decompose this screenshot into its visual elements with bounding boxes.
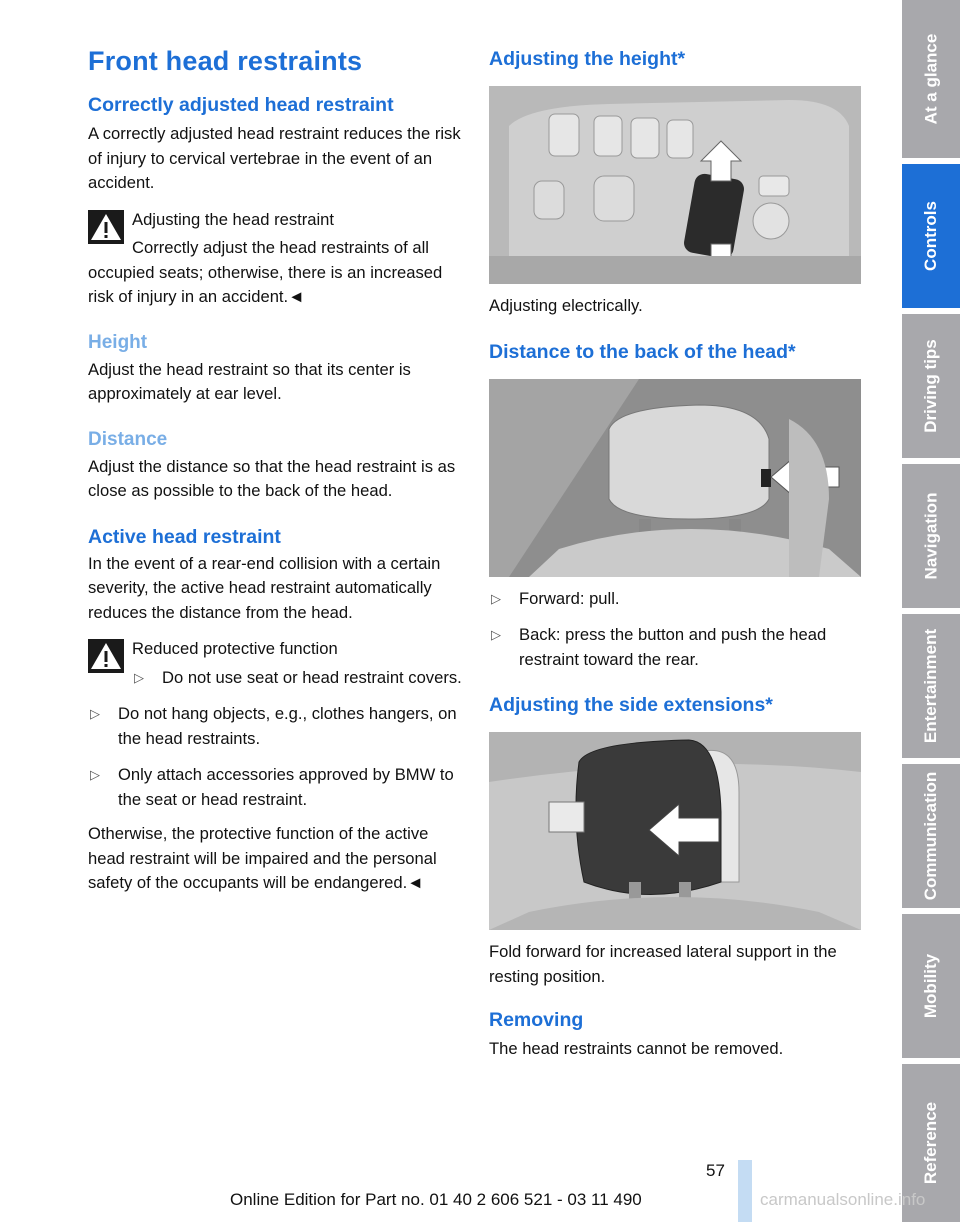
removing-text: The head restraints cannot be removed. bbox=[489, 1039, 784, 1058]
side-caption: Fold forward for increased lateral support in the resting position. bbox=[489, 942, 837, 986]
seat-controls-image bbox=[489, 86, 861, 284]
list-item: ▷ Do not use seat or head restraint covers. bbox=[132, 666, 462, 691]
distance-adjust-heading: Distance to the back of the head* bbox=[489, 340, 796, 363]
list-item: ▷ Forward: pull. bbox=[489, 587, 861, 612]
height-caption: Adjusting electrically. bbox=[489, 296, 643, 315]
triangle-bullet-icon: ▷ bbox=[90, 767, 100, 782]
watermark: carmanualsonline.info bbox=[760, 1190, 926, 1209]
tab-entertainment[interactable]: Entertainment bbox=[902, 614, 960, 758]
warning-block-1 bbox=[88, 208, 462, 310]
edition-footer: Online Edition for Part no. 01 40 2 606 521 - 03 11 490 bbox=[230, 1190, 642, 1209]
tab-reference[interactable]: Reference bbox=[902, 1064, 960, 1222]
tab-mobility[interactable]: Mobility bbox=[902, 914, 960, 1058]
height-adjust-heading: Adjusting the height* bbox=[489, 48, 686, 70]
triangle-bullet-icon: ▷ bbox=[491, 627, 501, 642]
list-item: ▷ Only attach accessories approved by BMW to the seat or head restraint. bbox=[90, 765, 454, 809]
correct-heading: Correctly adjusted head restraint bbox=[88, 94, 394, 116]
tab-driving-tips[interactable]: Driving tips bbox=[902, 314, 960, 458]
tab-navigation[interactable]: Navigation bbox=[902, 464, 960, 608]
warning-2-list bbox=[132, 666, 462, 691]
page-title: Front head restraints bbox=[88, 46, 363, 76]
right-column bbox=[489, 44, 861, 1062]
triangle-bullet-icon: ▷ bbox=[134, 669, 144, 685]
triangle-bullet-icon: ▷ bbox=[491, 590, 501, 606]
warning-1-text: Correctly adjust the head restraints of all occupied seats; otherwise, there is an increased risk of injury in an accident.◄ bbox=[88, 238, 443, 306]
distance-text: Adjust the distance so that the head restraint is as close as possible to the back of the head. bbox=[88, 456, 456, 500]
headrest-distance-image bbox=[489, 379, 861, 577]
closing-text: Otherwise, the protective function of the active head restraint will be impaired and the personal safety of the occupants will be endangered.◄ bbox=[88, 824, 437, 892]
distance-list bbox=[489, 587, 861, 673]
list-item: ▷ Do not hang objects, e.g., clothes hangers, on the head restraints. bbox=[90, 704, 457, 748]
warning-2-title: Reduced protective function bbox=[132, 639, 338, 658]
warning-1-title: Adjusting the head restraint bbox=[132, 209, 335, 229]
side-extensions-heading: Adjusting the side extensions* bbox=[489, 694, 773, 716]
tab-communication[interactable]: Communication bbox=[902, 764, 960, 908]
accessory-list bbox=[88, 702, 462, 812]
page-marker-bar bbox=[738, 1160, 752, 1222]
triangle-bullet-icon: ▷ bbox=[90, 706, 100, 721]
active-text: In the event of a rear-end collision with a certain severity, the active head restraint automatically reduces the distance from the head. bbox=[88, 553, 441, 622]
chapter-tabs bbox=[902, 0, 960, 1222]
active-heading: Active head restraint bbox=[88, 525, 281, 548]
warning-triangle-icon bbox=[88, 639, 124, 673]
page-number: 57 bbox=[706, 1161, 725, 1180]
left-column bbox=[88, 44, 462, 896]
warning-block-2 bbox=[88, 637, 462, 690]
removing-heading: Removing bbox=[489, 1009, 584, 1031]
distance-heading: Distance bbox=[88, 428, 168, 450]
height-heading: Height bbox=[88, 331, 148, 353]
tab-at-a-glance[interactable]: At a glance bbox=[902, 0, 960, 158]
side-extensions-image bbox=[489, 732, 861, 930]
warning-triangle-icon bbox=[88, 210, 124, 244]
height-text: Adjust the head restraint so that its center is approximately at ear level. bbox=[88, 359, 411, 403]
correct-text: A correctly adjusted head restraint reduces the risk of injury to cervical vertebrae in the event of an accident. bbox=[88, 124, 461, 192]
tab-controls[interactable]: Controls bbox=[902, 164, 960, 308]
list-item: ▷ Back: press the button and push the head restraint toward the rear. bbox=[491, 625, 827, 669]
